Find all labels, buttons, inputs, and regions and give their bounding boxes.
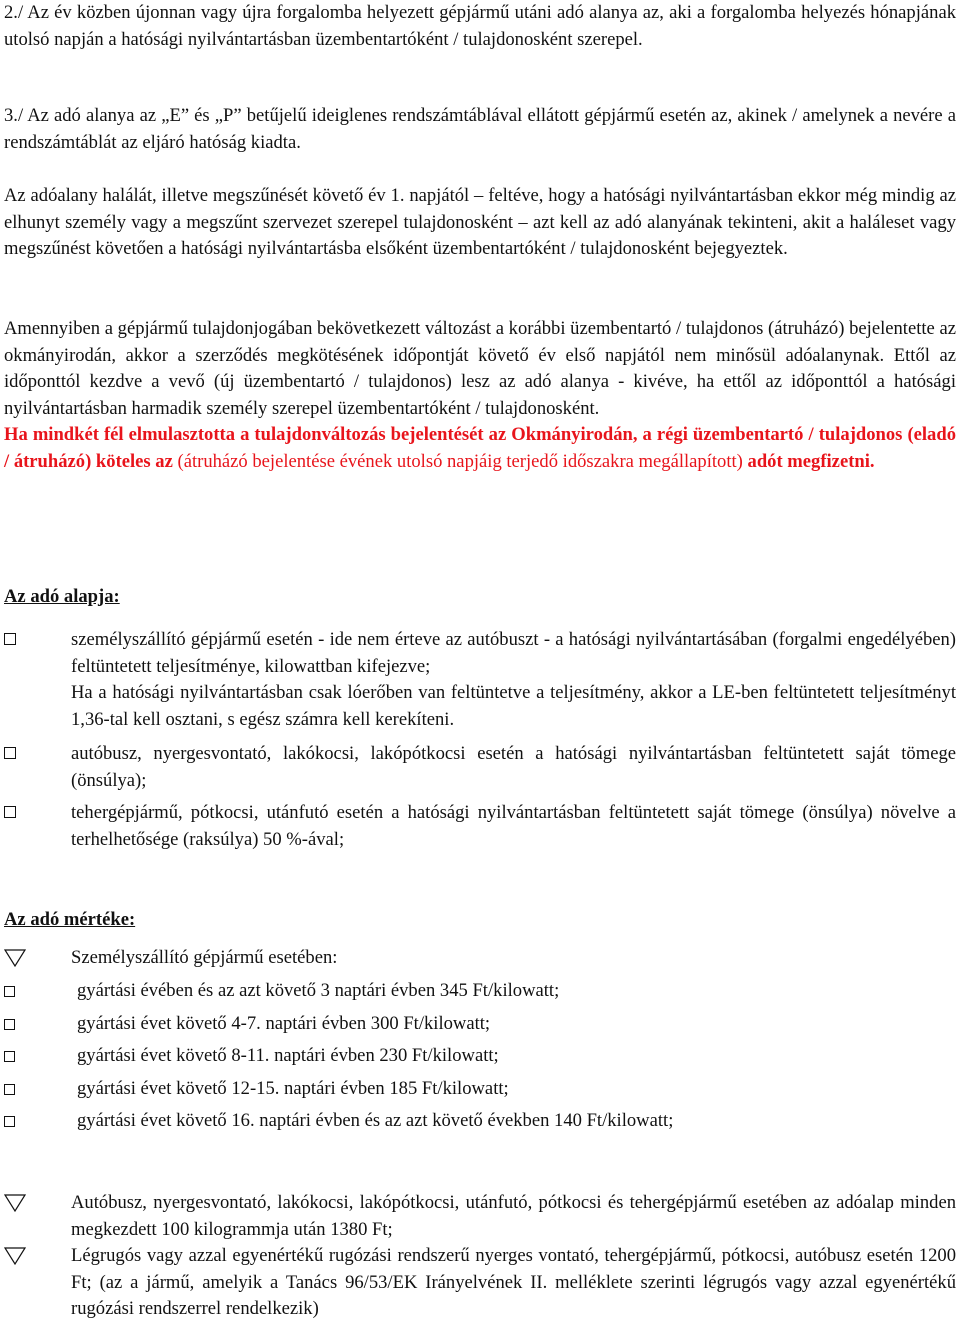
rate-text-4: gyártási évet követő 12-15. naptári évben 185 Ft/kilowatt; [77, 1078, 509, 1099]
alap-item-1 [4, 627, 956, 733]
rate-text-3: gyártási évet követő 8-11. naptári évben 230 Ft/kilowatt; [77, 1045, 499, 1066]
heading-adomertek: Az adó mértéke: [4, 909, 136, 930]
heading-adoalap: Az adó alapja: [4, 586, 120, 607]
checkbox-square-icon [4, 633, 16, 645]
alap-item-3-text: tehergépjármű, pótkocsi, utánfutó esetén a hatósági nyilvántartásban feltüntetett saját tömege (önsúlya) növelve a terhelhetősége (raksúlya) 50 %-ával; [71, 802, 956, 850]
rate-row-3 [4, 1043, 956, 1070]
alap-item-1-note: Ha a hatósági nyilvántartásban csak lóerőben van feltüntetve a teljesítmény, akkor a LE-ben feltüntetett teljesítményt 1,36-tal kell osztani, s egész számra kell kerekíteni. [71, 682, 956, 730]
alap-item-1-text: személyszállító gépjármű esetén - ide nem érteve az autóbuszt - a hatósági nyilvántartásában (forgalmi engedélyében) feltüntetett teljesítménye, kilowattban kifejezve; [71, 629, 956, 677]
checkbox-square-icon [4, 1051, 15, 1062]
other-rate-1-text: Autóbusz, nyergesvontató, lakókocsi, lakópótkocsi, utánfutó, pótkocsi és tehergépjármű esetében az adóalap minden megkezdett 100 kilogrammja után 1380 Ft; [71, 1192, 956, 1240]
paragraph-2: 2./ Az év közben újonnan vagy újra forgalomba helyezett gépjármű utáni adó alanya az, aki a forgalomba helyezés hónapjának utolsó napján a hatósági nyilvántartásban üzembentartóként / tulajdonosként szerepel. [4, 2, 956, 50]
other-rate-2-text: Légrugós vagy azzal egyenértékű rugózási rendszerű nyerges vontató, tehergépjármű, pótkocsi, autóbusz esetén 1200 Ft; (az a jármű, amelyik a Tanács 96/53/EK Irányelvének II. melléklete szerinti légrugós vagy azzal egyenértékű rugózási rendszerrel rendelkezik) [71, 1245, 956, 1320]
alap-item-2-text: autóbusz, nyergesvontató, lakókocsi, lakópótkocsi esetén a hatósági nyilvántartásban feltüntetett saját tömege (önsúlya); [71, 743, 956, 791]
checkbox-square-icon [4, 1116, 15, 1127]
checkbox-square-icon [4, 747, 16, 759]
alap-item-2 [4, 741, 956, 794]
rate-text-1: gyártási évében és az azt követő 3 naptári évben 345 Ft/kilowatt; [77, 980, 560, 1001]
warning-paragraph [4, 422, 956, 475]
triangle-down-icon [4, 949, 26, 967]
triangle-down-icon [4, 1247, 26, 1265]
warning-normal: (átruházó bejelentése évének utolsó napjáig terjedő időszakra megállapított) [172, 450, 748, 472]
paragraph-5: Amennyiben a gépjármű tulajdonjogában bekövetkezett változást a korábbi üzembentartó / tulajdonos (átruházó) bejelentette az okmányirodán, akkor a szerződés megkötésének időpontját követő év első napjától nem minősül adóalanynak. Ettől az időponttól kezdve a vevő (új üzembentartó / tulajdonos) lesz az adó alanya - kivéve, ha ettől az időponttól a hatósági nyilvántartásban harmadik személy szerepel üzembentartóként / tulajdonosként. [4, 318, 956, 419]
checkbox-square-icon [4, 986, 15, 997]
other-rate-2 [4, 1243, 956, 1323]
rate-text-2: gyártási évet követő 4-7. naptári évben 300 Ft/kilowatt; [77, 1013, 491, 1034]
other-rate-1 [4, 1190, 956, 1243]
triangle-down-icon [4, 1194, 26, 1212]
checkbox-square-icon [4, 806, 16, 818]
paragraph-3: 3./ Az adó alanya az „E” és „P” betűjelű ideiglenes rendszámtáblával ellátott gépjármű esetén az, akinek / amelynek a nevére a rendszámtáblát az eljáró hatóság kiadta. [4, 105, 956, 153]
checkbox-square-icon [4, 1019, 15, 1030]
rate-row-5 [4, 1108, 956, 1135]
checkbox-square-icon [4, 1084, 15, 1095]
alap-item-3 [4, 800, 956, 853]
rate-row-4 [4, 1076, 956, 1103]
warning-bold: Ha mindkét fél elmulasztotta a tulajdonváltozás bejelentését az Okmányirodán, a régi üzembentartó / tulajdonos (eladó / átruházó) köteles az [4, 424, 956, 472]
szemely-title-row [4, 945, 956, 972]
rate-row-1 [4, 978, 956, 1005]
rate-row-2 [4, 1011, 956, 1038]
paragraph-4: Az adóalany halálát, illetve megszűnését követő év 1. napjától – feltéve, hogy a hatósági nyilvántartásban ekkor még mindig az elhunyt személy vagy a megszűnt szervezet szerepel tulajdonosként – azt kell az adó alanyának tekinteni, akit a haláleset vagy megszűnést követően a hatósági nyilvántartásba elsőként üzembentartóként / tulajdonosként bejegyeztek. [4, 185, 956, 260]
szemely-title: Személyszállító gépjármű esetében: [71, 947, 338, 968]
warning-bold-end: adót megfizetni. [747, 450, 875, 472]
rate-text-5: gyártási évet követő 16. naptári évben és az azt követő években 140 Ft/kilowatt; [77, 1110, 674, 1131]
paragraph-5-block [4, 316, 956, 476]
